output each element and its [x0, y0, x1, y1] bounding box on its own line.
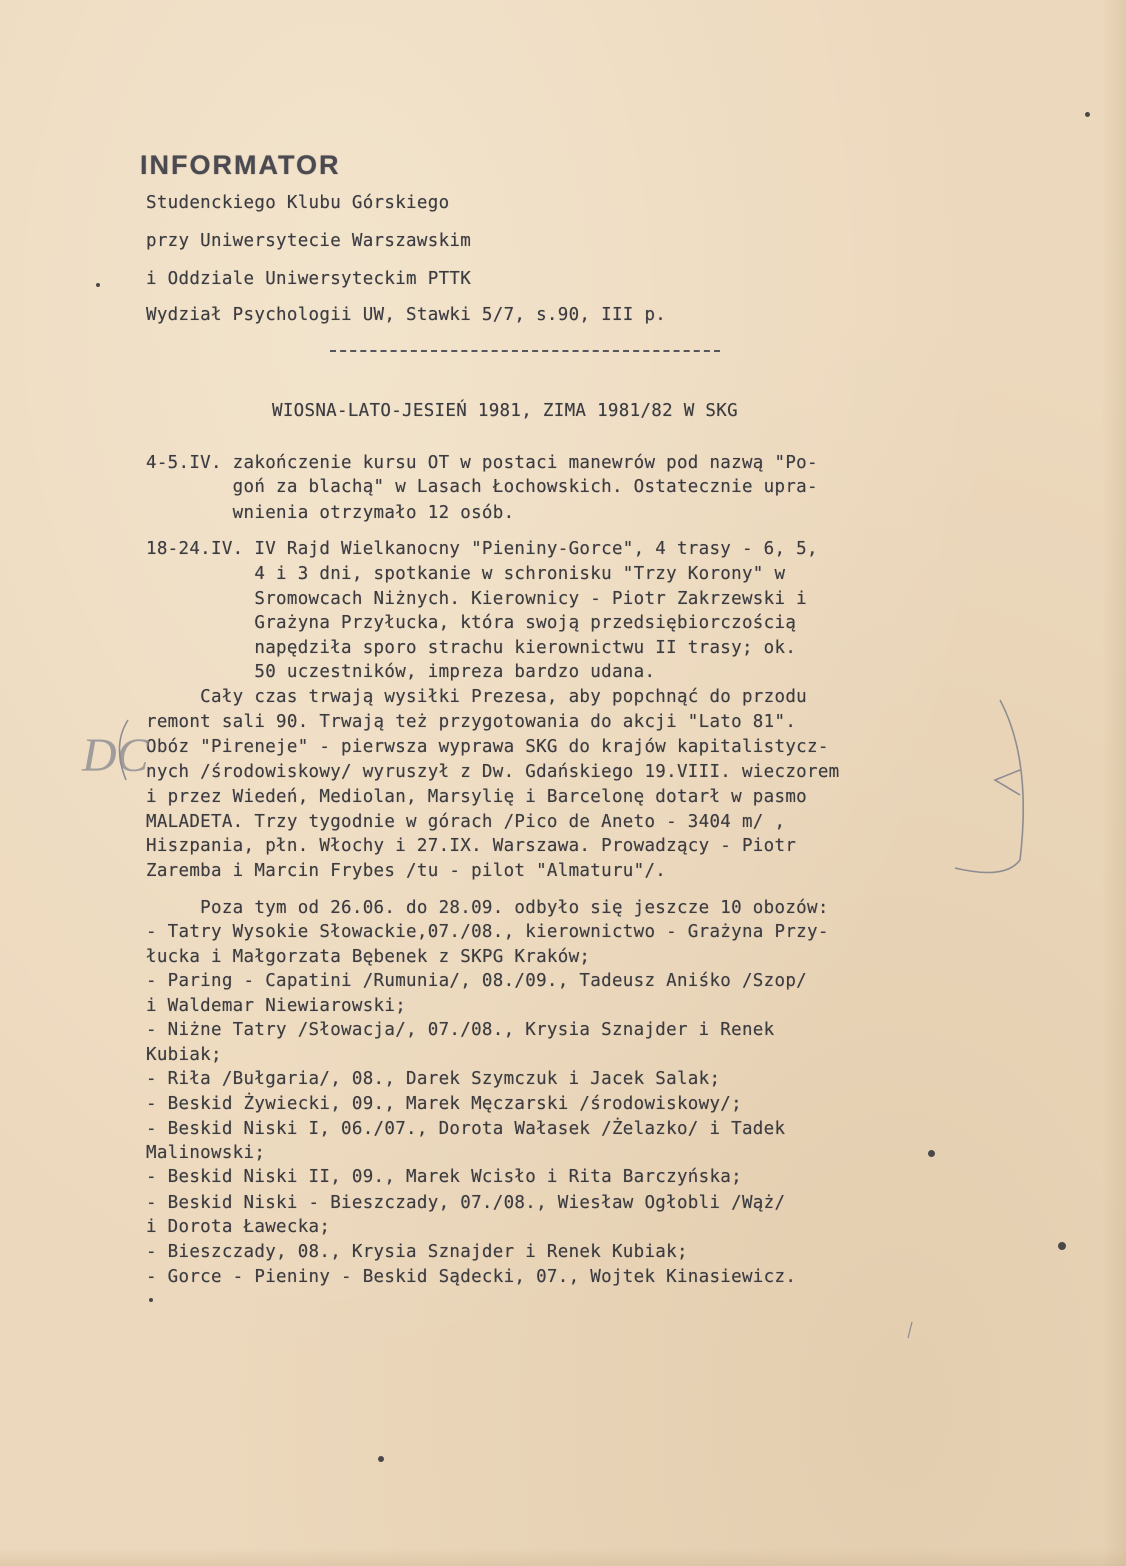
- body-line: napędziła sporo strachu kierownictwu II trasy; ok.: [146, 638, 797, 658]
- body-line: remont sali 90. Trwają też przygotowania do akcji "Lato 81".: [146, 712, 797, 732]
- body-line: 4 i 3 dni, spotkanie w schronisku "Trzy Korony" w: [146, 564, 786, 584]
- body-line: - Beskid Żywiecki, 09., Marek Męczarski /środowiskowy/;: [146, 1094, 742, 1114]
- header-line-pttk: i Oddziale Uniwersyteckim PTTK: [146, 269, 472, 289]
- body-line: - Tatry Wysokie Słowackie,07./08., kierownictwo - Grażyna Przy-: [146, 922, 829, 942]
- body-line: i przez Wiedeń, Mediolan, Marsylię i Barcelonę dotarł w pasmo: [146, 787, 807, 807]
- body-line: i Waldemar Niewiarowski;: [146, 996, 407, 1016]
- body-line: nych /środowiskowy/ wyruszył z Dw. Gdańskiego 19.VIII. wieczorem: [146, 762, 840, 782]
- body-line: wnienia otrzymało 12 osób.: [146, 503, 515, 523]
- pencil-bracket-left: [119, 720, 128, 780]
- pencil-arrow: [995, 770, 1020, 795]
- body-line: - Beskid Niski II, 09., Marek Wcisło i Rita Barczyńska;: [146, 1167, 742, 1187]
- paper-speck: [96, 283, 100, 287]
- body-line: 50 uczestników, impreza bardzo udana.: [146, 662, 656, 682]
- body-line: - Gorce - Pieniny - Beskid Sądecki, 07., Wojtek Kinasiewicz.: [146, 1267, 797, 1287]
- pencil-note: DC: [82, 729, 149, 782]
- pencil-tick: [908, 1322, 912, 1338]
- body-line: Sromowcach Niżnych. Kierownicy - Piotr Zakrzewski i: [146, 589, 807, 609]
- paper-speck: [1085, 112, 1090, 117]
- body-line: Obóz "Pireneje" - pierwsza wyprawa SKG do krajów kapitalistycz-: [146, 737, 829, 757]
- pencil-bracket-right: [955, 700, 1023, 873]
- body-line: - Riła /Bułgaria/, 08., Darek Szymczuk i Jacek Salak;: [146, 1069, 721, 1089]
- body-line: - Paring - Capatini /Rumunia/, 08./09., Tadeusz Aniśko /Szop/: [146, 971, 807, 991]
- body-line: łucka i Małgorzata Bębenek z SKPG Kraków;: [146, 947, 591, 967]
- section-heading: WIOSNA-LATO-JESIEŃ 1981, ZIMA 1981/82 W SKG: [272, 401, 738, 421]
- body-line: - Bieszczady, 08., Krysia Sznajder i Renek Kubiak;: [146, 1242, 688, 1262]
- body-line: Hiszpania, płn. Włochy i 27.IX. Warszawa. Prowadzący - Piotr: [146, 836, 797, 856]
- body-line: - Beskid Niski I, 06./07., Dorota Wałasek /Żelazko/ i Tadek: [146, 1119, 786, 1139]
- body-line: 18-24.IV. IV Rajd Wielkanocny "Pieniny-Gorce", 4 trasy - 6, 5,: [146, 539, 818, 559]
- document-title: INFORMATOR: [140, 150, 341, 180]
- body-line: Malinowski;: [146, 1143, 266, 1163]
- header-line-club: Studenckiego Klubu Górskiego: [146, 193, 450, 213]
- header-line-university: przy Uniwersytecie Warszawskim: [146, 231, 472, 251]
- body-line: - Niżne Tatry /Słowacja/, 07./08., Krysia Sznajder i Renek: [146, 1020, 775, 1040]
- paper-speck: [378, 1456, 384, 1462]
- body-line: Kubiak;: [146, 1045, 222, 1065]
- paper-speck: [149, 1298, 153, 1302]
- body-line: Zaremba i Marcin Frybes /tu - pilot "Almaturu"/.: [146, 861, 667, 881]
- body-line: Cały czas trwają wysiłki Prezesa, aby popchnąć do przodu: [146, 687, 807, 707]
- header-line-address: Wydział Psychologii UW, Stawki 5/7, s.90, III p.: [146, 305, 667, 325]
- body-line: Poza tym od 26.06. do 28.09. odbyło się jeszcze 10 obozów:: [146, 898, 829, 918]
- body-line: - Beskid Niski - Bieszczady, 07./08., Wiesław Ogłobli /Wąż/: [146, 1193, 786, 1213]
- paper-speck: [928, 1150, 935, 1157]
- paper-speck: [1058, 1242, 1066, 1250]
- body-line: goń za blachą" w Lasach Łochowskich. Ostatecznie upra-: [146, 477, 818, 497]
- body-line: 4-5.IV. zakończenie kursu OT w postaci manewrów pod nazwą "Po-: [146, 453, 818, 473]
- body-line: MALADETA. Trzy tygodnie w górach /Pico de Aneto - 3404 m/ ,: [146, 812, 786, 832]
- body-line: i Dorota Ławecka;: [146, 1217, 331, 1237]
- body-line: Grażyna Przyłucka, która swoją przedsiębiorczością: [146, 613, 797, 633]
